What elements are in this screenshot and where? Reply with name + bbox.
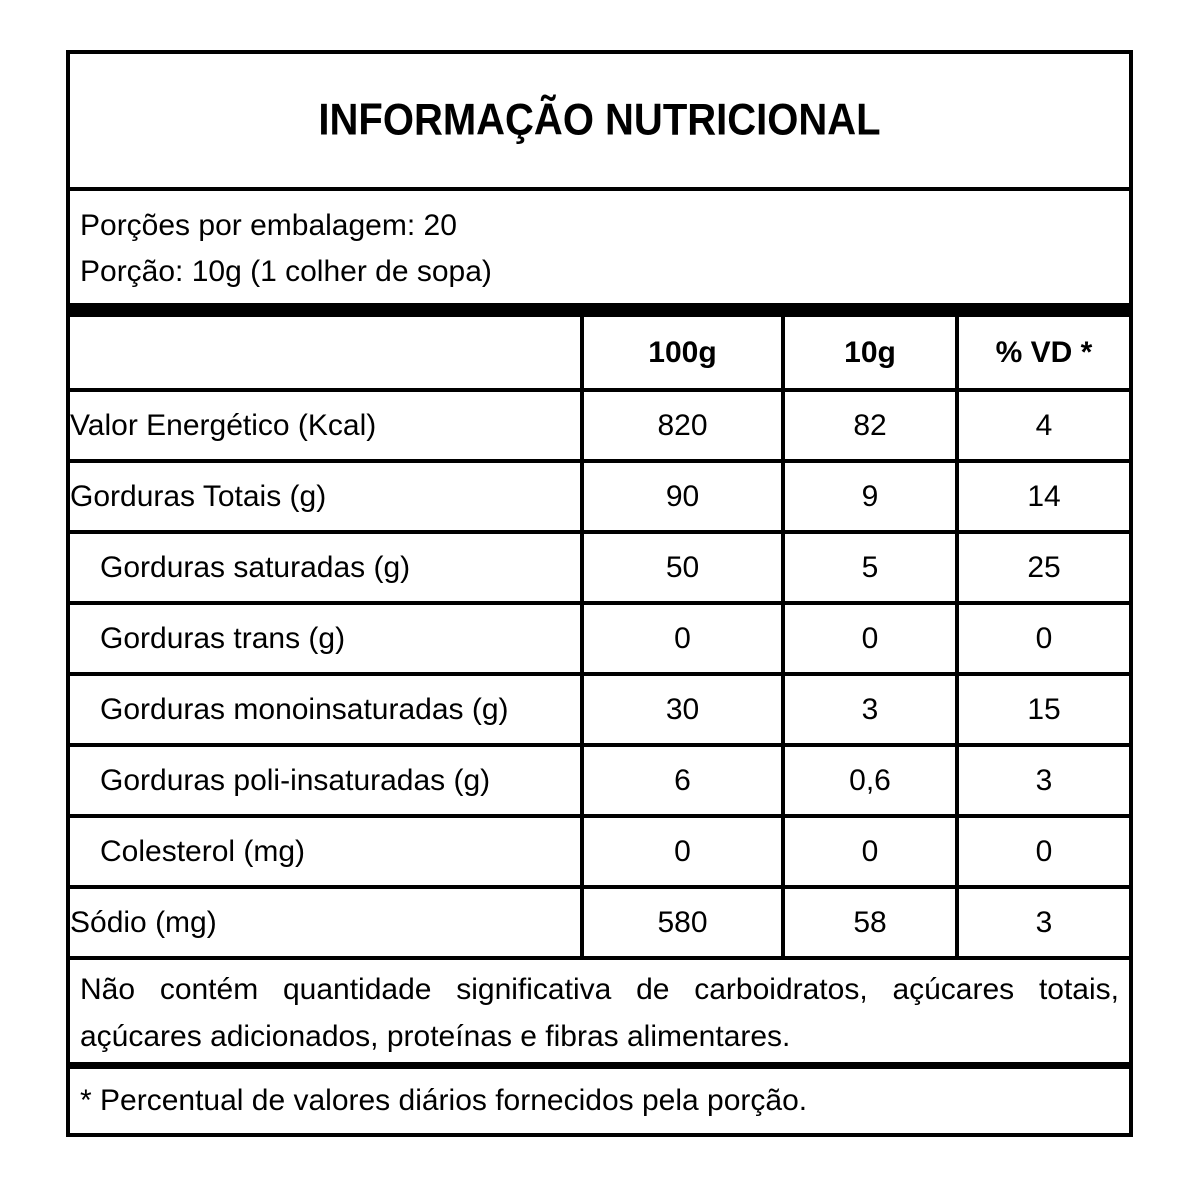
value-10g: 58	[781, 885, 955, 956]
nutrient-table	[70, 303, 1129, 956]
value-vd: 0	[955, 814, 1129, 885]
nutrient-name: Gorduras poli-insaturadas (g)	[70, 743, 580, 814]
nutrient-name: Gorduras saturadas (g)	[70, 530, 580, 601]
header-per-100g: 100g	[580, 317, 781, 388]
header-percent-vd: % VD *	[955, 317, 1129, 388]
value-10g: 0,6	[781, 743, 955, 814]
value-vd: 14	[955, 459, 1129, 530]
nutrient-name: Sódio (mg)	[70, 885, 580, 956]
value-100g: 0	[580, 601, 781, 672]
value-vd: 25	[955, 530, 1129, 601]
nutrient-name: Colesterol (mg)	[70, 814, 580, 885]
value-100g: 6	[580, 743, 781, 814]
serving-size: Porção: 10g (1 colher de sopa)	[80, 255, 492, 288]
value-100g: 580	[580, 885, 781, 956]
table-row-gorduras-trans	[70, 601, 1129, 672]
value-10g: 0	[781, 814, 955, 885]
table-header-row	[70, 317, 1129, 388]
value-100g: 90	[580, 459, 781, 530]
nutrient-name: Gorduras Totais (g)	[70, 459, 580, 530]
serving-info-section	[70, 191, 1129, 303]
value-vd: 4	[955, 388, 1129, 459]
value-100g: 0	[580, 814, 781, 885]
no-significant-amounts-note: Não contém quantidade significativa de carboidratos, açúcares totais, açúcares adicionados, proteínas e fibras alimentares.	[70, 956, 1129, 1062]
value-100g: 30	[580, 672, 781, 743]
nutrient-name: Gorduras monoinsaturadas (g)	[70, 672, 580, 743]
value-10g: 0	[781, 601, 955, 672]
value-10g: 9	[781, 459, 955, 530]
value-vd: 15	[955, 672, 1129, 743]
table-row-gorduras-saturadas	[70, 530, 1129, 601]
value-vd: 0	[955, 601, 1129, 672]
nutrient-name: Gorduras trans (g)	[70, 601, 580, 672]
nutrition-facts-table	[66, 50, 1133, 1137]
value-10g: 5	[781, 530, 955, 601]
servings-per-package: Porções por embalagem: 20	[80, 209, 457, 242]
header-per-10g: 10g	[781, 317, 955, 388]
table-row-valor-energetico	[70, 388, 1129, 459]
table-row-colesterol	[70, 814, 1129, 885]
nutrient-name: Valor Energético (Kcal)	[70, 388, 580, 459]
value-100g: 820	[580, 388, 781, 459]
table-row-sodio	[70, 885, 1129, 956]
daily-values-footnote: * Percentual de valores diários fornecidos pela porção.	[70, 1062, 1129, 1133]
label-title: INFORMAÇÃO NUTRICIONAL	[318, 95, 881, 145]
value-10g: 82	[781, 388, 955, 459]
value-vd: 3	[955, 743, 1129, 814]
label-title-section	[70, 54, 1129, 191]
table-row-gorduras-monoinsaturadas	[70, 672, 1129, 743]
value-100g: 50	[580, 530, 781, 601]
value-10g: 3	[781, 672, 955, 743]
value-vd: 3	[955, 885, 1129, 956]
table-row-gorduras-totais	[70, 459, 1129, 530]
table-row-gorduras-poli-insaturadas	[70, 743, 1129, 814]
header-nutrient-blank	[70, 317, 580, 388]
